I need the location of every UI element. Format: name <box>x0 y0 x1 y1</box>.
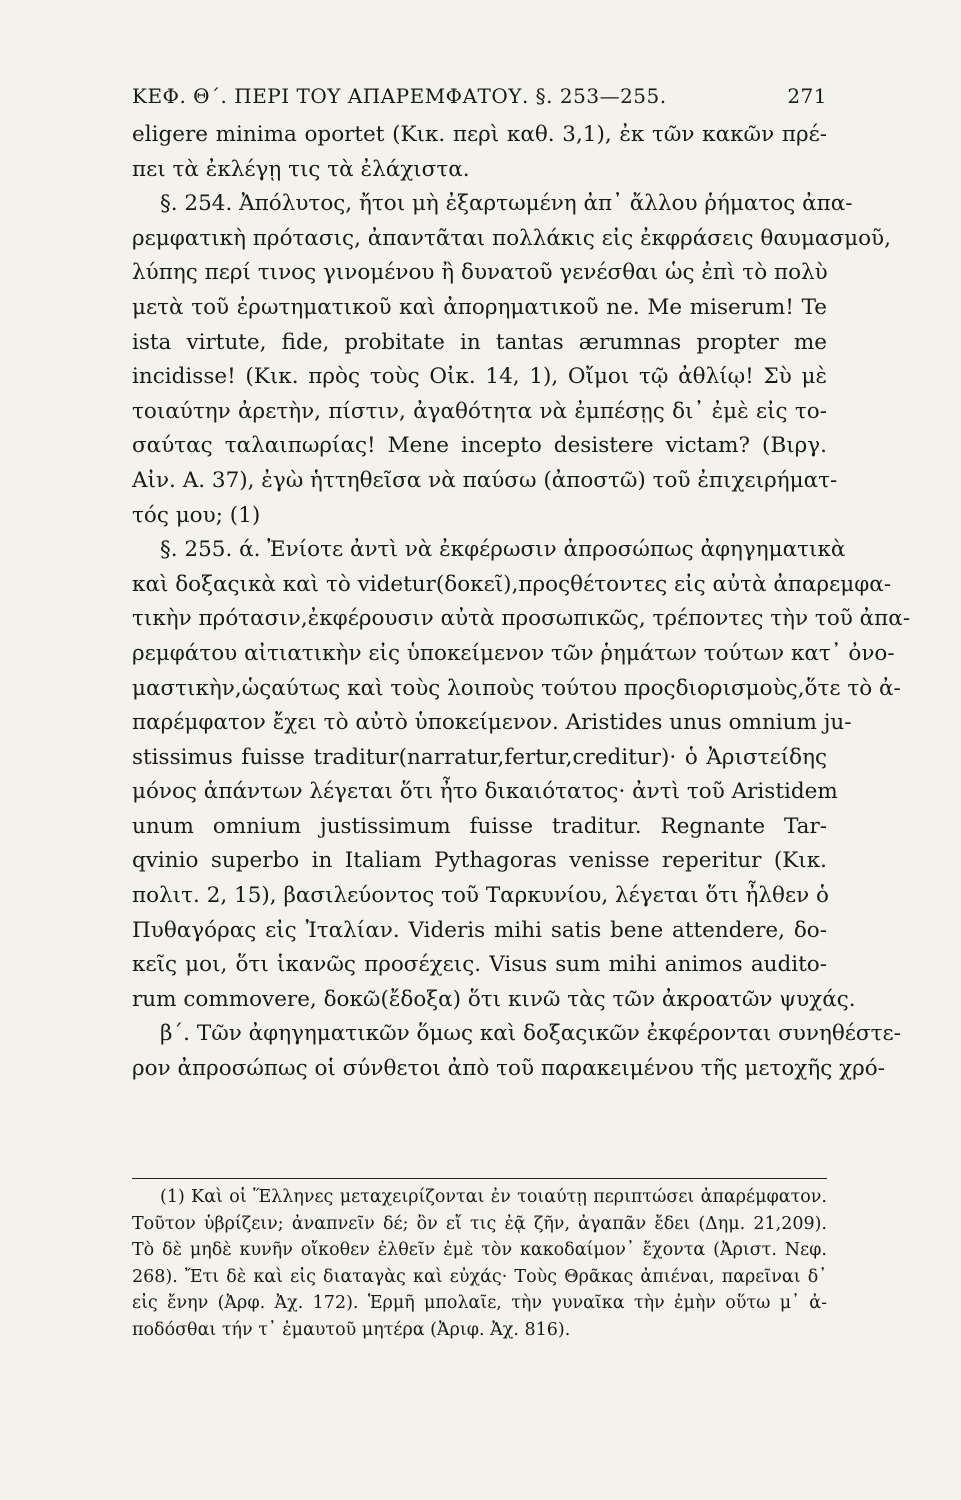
running-title: ΚΕΦ. Θ΄. ΠΕΡΙ ΤΟΥ ΑΠΑΡΕΜΦΑΤΟΥ. §. 253—255. <box>132 84 667 108</box>
text-line: ρον ἀπροσώπως οἱ σύνθετοι ἀπὸ τοῦ παρακειμένου τῆς μετοχῆς χρό- <box>132 1056 885 1082</box>
text-line: incidisse! (Κικ. πρὸς τοὺς Οἰκ. 14, 1), Οἴμοι τῷ ἀθλίῳ! Σὺ μὲ <box>132 364 827 390</box>
text-line: ista virtute, fide, probitate in tantas ærumnas propter me <box>132 329 827 355</box>
footnote-line: ποδόσθαι τήν τ᾽ ἐμαυτοῦ μητέρα (Ἀριφ. Ἀχ. 816). <box>132 1319 571 1340</box>
footnote-divider <box>132 1178 827 1179</box>
text-line: Αἰν. Α. 37), ἐγὼ ἡττηθεῖσα νὰ παύσω (ἀποστῶ) τοῦ ἐπιχειρήματ- <box>132 467 838 493</box>
text-line: παρέμφατον ἔχει τὸ αὐτὸ ὑποκείμενον. Aristides unus omnium ju- <box>132 710 852 736</box>
text-line: λύπης περί τινος γινομένου ἢ δυνατοῦ γενέσθαι ὡς ἐπὶ τὸ πολὺ <box>132 260 828 286</box>
subsection-b-line: β΄. Τῶν ἀφηγηματικῶν ὅμως καὶ δοξαςικῶν ἐκφέρονται συνηθέστε- <box>160 1021 901 1047</box>
text-line: stissimus fuisse traditur(narratur,fertur,creditur)· ὁ Ἀριστείδης <box>132 744 827 770</box>
main-text <box>132 118 911 1087</box>
footnotes <box>132 1184 827 1343</box>
page-number: 271 <box>787 84 827 108</box>
text-line: τός μου; (1) <box>132 502 261 528</box>
section-255-line: §. 255. ά. Ἐνίοτε ἀντὶ νὰ ἐκφέρωσιν ἀπροσώπως ἀφηγηματικὰ <box>160 537 846 563</box>
section-254-line: §. 254. Ἀπόλυτος, ἤτοι μὴ ἐξαρτωμένη ἀπ᾽ ἄλλου ῥήματος ἀπα- <box>160 191 853 217</box>
text-line: eligere minima oportet (Κικ. περὶ καθ. 3,1), ἐκ τῶν κακῶν πρέ- <box>132 122 827 147</box>
footnote-line: εἰς ἔνην (Ἀρφ. Ἀχ. 172). Ἑρμῆ μπολαῖε, τὴν γυναῖκα τὴν ἐμὴν οὕτω μ᾽ ἀ- <box>132 1293 827 1313</box>
text-line: ρεμφατικὴ πρότασις, ἀπαντᾶται πολλάκις εἰς ἐκφράσεις θαυμασμοῦ, <box>132 225 891 251</box>
text-line: rum commovere, δοκῶ(ἔδοξα) ὅτι κινῶ τὰς τῶν ἀκροατῶν ψυχάς. <box>132 986 856 1012</box>
text-line: σαύτας ταλαιπωρίας! Mene incepto desistere victam? (Βιργ. <box>132 433 827 459</box>
text-line: μόνος ἁπάντων λέγεται ὅτι ἦτο δικαιότατος· ἀντὶ τοῦ Aristidem <box>132 779 838 805</box>
text-line: τικὴν πρότασιν,ἐκφέρουσιν αὐτὰ προσωπικῶς, τρέποντες τὴν τοῦ ἀπα- <box>132 606 911 632</box>
footnote-line: (1) Καὶ οἱ Ἕλληνες μεταχειρίζονται ἐν τοιαύτῃ περιπτώσει ἀπαρέμφατον. <box>160 1187 827 1207</box>
running-header <box>132 84 827 108</box>
footnote-line: Τὸ δὲ μηδὲ κυνῆν οἴκοθεν ἐλθεῖν ἐμὲ τὸν κακοδαίμον᾽ ἔχοντα (Ἀριστ. Νεφ. <box>132 1240 827 1260</box>
footnote-line: 268). Ἔτι δὲ καὶ εἰς διαταγὰς καὶ εὐχάς· Τοὺς Θρᾶκας ἀπιέναι, παρεῖναι δ᾽ <box>132 1266 827 1287</box>
text-line: μαστικὴν,ὡςαύτως καὶ τοὺς λοιποὺς τούτου προςδιορισμοὺς,ὅτε τὸ ἀ- <box>132 675 901 701</box>
text-line: unum omnium justissimum fuisse traditur. Regnante Tar- <box>132 813 827 839</box>
text-line: qvinio superbo in Italiam Pythagoras venisse reperitur (Κικ. <box>132 848 827 874</box>
text-line: καὶ δοξαςικὰ καὶ τὸ videtur(δοκεῖ),προςθέτοντες εἰς αὐτὰ ἀπαρεμφα- <box>132 571 892 597</box>
text-line: τοιαύτην ἀρετὴν, πίστιν, ἀγαθότητα νὰ ἐμπέσῃς δι᾽ ἐμὲ εἰς το- <box>132 398 827 424</box>
text-line: μετὰ τοῦ ἐρωτηματικοῦ καὶ ἀπορηματικοῦ ne. Me miserum! Te <box>132 294 827 320</box>
text-line: πει τὰ ἐκλέγῃ τις τὰ ἐλάχιστα. <box>132 156 470 182</box>
text-line: ρεμφάτου αἰτιατικὴν εἰς ὑποκείμενον τῶν ῥημάτων τούτων κατ᾽ ὀνο- <box>132 640 895 666</box>
text-line: Πυθαγόρας εἰς Ἰταλίαν. Videris mihi satis bene attendere, δο- <box>132 917 827 943</box>
footnote-line: Τοῦτον ὑβρίζειν; ἀναπνεῖν δέ; ὃν εἴ τις ἐᾷ ζῆν, ἀγαπᾶν ἔδει (Δημ. 21,209). <box>132 1213 827 1234</box>
text-line: κεῖς μοι, ὅτι ἱκανῶς προσέχεις. Visus sum mihi animos audito- <box>132 952 827 978</box>
text-line: πολιτ. 2, 15), βασιλεύοντος τοῦ Ταρκυνίου, λέγεται ὅτι ἦλθεν ὁ <box>132 883 829 909</box>
